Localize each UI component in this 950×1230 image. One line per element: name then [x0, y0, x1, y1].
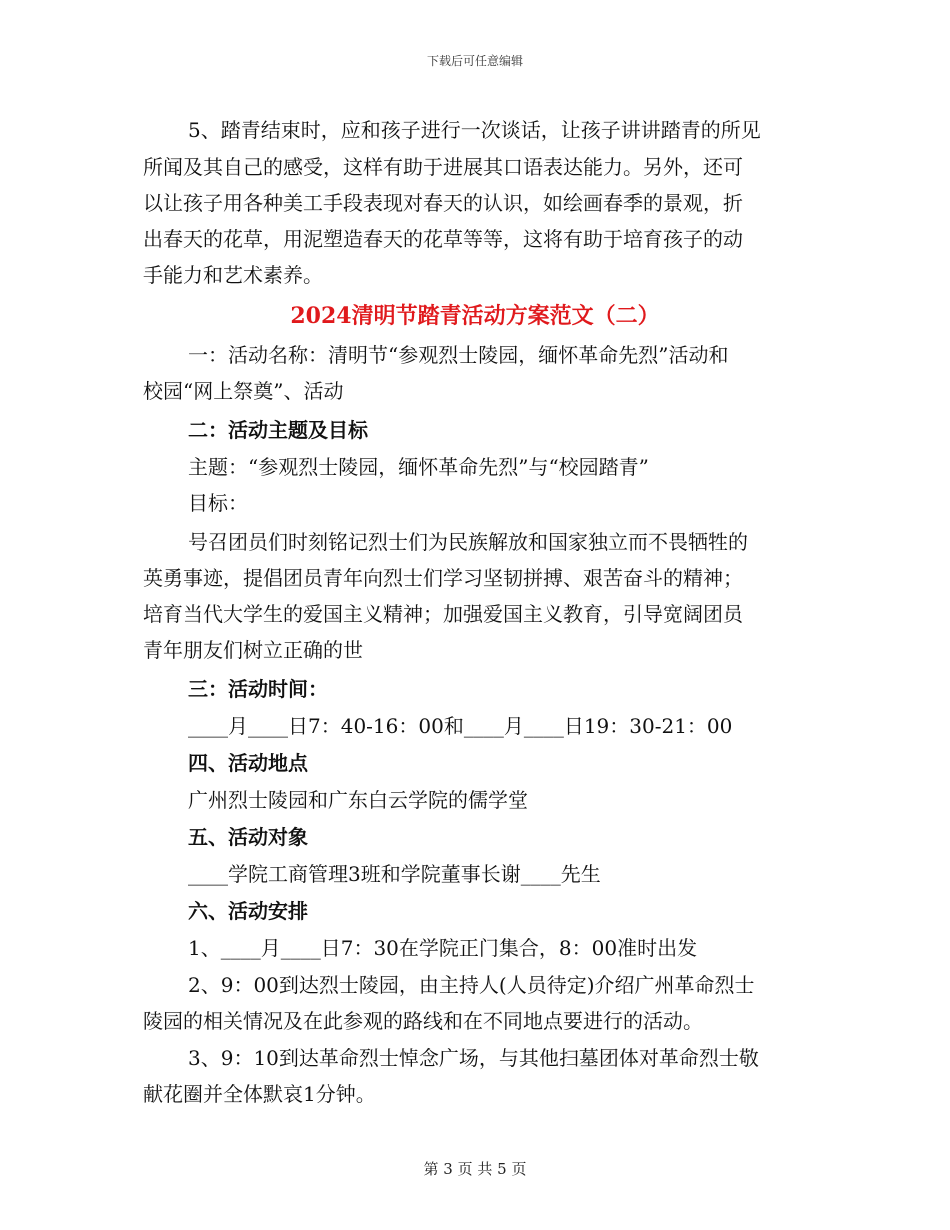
- document-title: 2024清明节踏青活动方案范文（二）: [290, 303, 660, 329]
- paragraph-line: 所闻及其自己的感受，这样有助于进展其口语表达能力。另外，还可: [143, 155, 743, 179]
- page-header: 下载后可任意编辑: [426, 54, 523, 68]
- goal-line: 青年朋友们树立正确的世: [143, 638, 363, 662]
- target-heading: 五、活动对象: [188, 825, 308, 849]
- goal-line: 号召团员们时刻铭记烈士们为民族解放和国家独立而不畏牺牲的: [188, 530, 748, 554]
- activity-name-line: 校园“网上祭奠”、活动: [143, 379, 344, 403]
- goal-line: 英勇事迹，提倡团员青年向烈士们学习坚韧拼搏、艰苦奋斗的精神；: [143, 566, 743, 590]
- paragraph-line: 出春天的花草，用泥塑造春天的花草等等，这将有助于培育孩子的动: [143, 227, 743, 251]
- place-text: 广州烈士陵园和广东白云学院的儒学堂: [188, 788, 528, 812]
- arrange-line: 陵园的相关情况及在此参观的路线和在不同地点要进行的活动。: [143, 1009, 703, 1033]
- time-text: ____月____日7：40-16：00和____月____日19：30-21：00: [188, 714, 733, 738]
- page-footer: 第 3 页 共 5 页: [423, 1160, 527, 1178]
- arrange-line: 2、9：00到达烈士陵园，由主持人(人员待定)介绍广州革命烈士: [188, 973, 755, 997]
- target-text: ____学院工商管理3班和学院董事长谢____先生: [188, 862, 601, 886]
- paragraph-line: 手能力和艺术素养。: [143, 263, 323, 287]
- arrange-line: 3、9：10到达革命烈士悼念广场，与其他扫墓团体对革命烈士敬: [188, 1046, 759, 1070]
- time-heading: 三：活动时间：: [188, 677, 328, 701]
- place-heading: 四、活动地点: [188, 751, 308, 775]
- activity-name-line: 一：活动名称：清明节“参观烈士陵园，缅怀革命先烈”活动和: [188, 343, 729, 367]
- arrange-line: 献花圈并全体默哀1分钟。: [143, 1082, 376, 1106]
- theme-heading: 二：活动主题及目标: [188, 418, 368, 442]
- goal-line: 培育当代大学生的爱国主义精神；加强爱国主义教育，引导宽阔团员: [143, 602, 743, 626]
- paragraph-line: 以让孩子用各种美工手段表现对春天的认识，如绘画春季的景观，折: [143, 191, 743, 215]
- theme-text: 主题：“参观烈士陵园，缅怀革命先烈”与“校园踏青”: [188, 455, 649, 479]
- paragraph-line: 5、踏青结束时，应和孩子进行一次谈话，让孩子讲讲踏青的所见: [188, 118, 761, 142]
- arrange-line: 1、____月____日7：30在学院正门集合，8：00准时出发: [188, 936, 698, 960]
- goal-label: 目标：: [188, 491, 248, 515]
- arrange-heading: 六、活动安排: [188, 899, 308, 923]
